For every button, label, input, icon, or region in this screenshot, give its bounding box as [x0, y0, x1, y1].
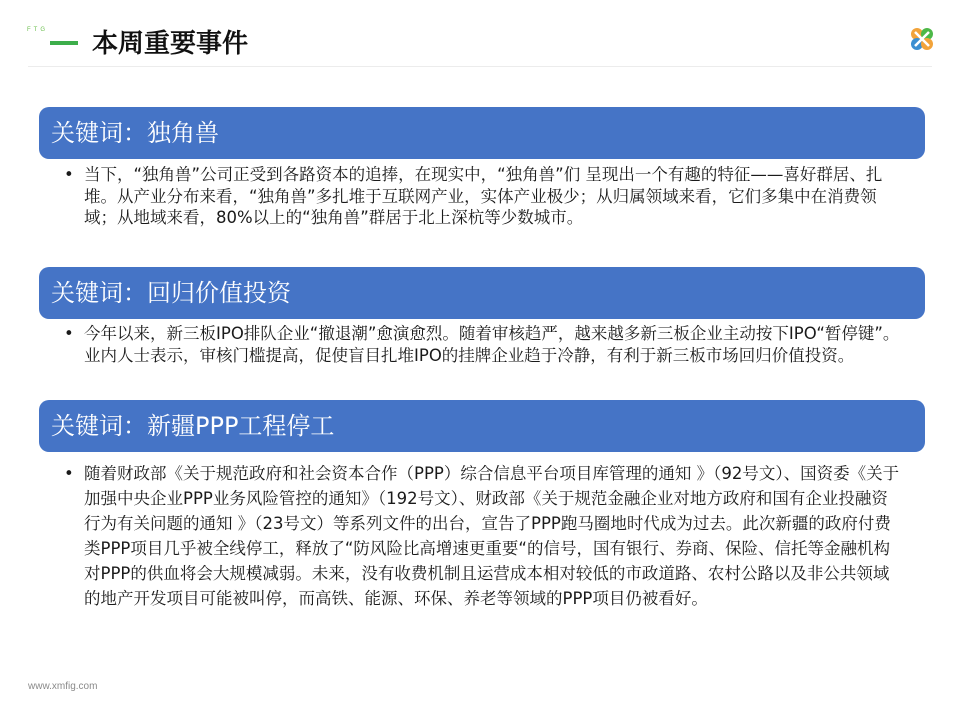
bullet-unicorn — [64, 164, 904, 229]
section-header-xinjiang-ppp: 关键词：新疆PPP工程停工 — [39, 400, 925, 452]
bullet-dot: • — [64, 165, 74, 184]
bullet-xinjiang-ppp — [64, 461, 904, 611]
section-header-unicorn: 关键词：独角兽 — [39, 107, 925, 159]
brand-tiny-text: FTG — [27, 27, 48, 33]
header-divider — [28, 66, 932, 67]
bullet-dot: • — [64, 464, 74, 483]
bullet-text: 今年以来，新三板IPO排队企业“撤退潮”愈演愈烈。随着审核趋严，越来越多新三板企业主动按下IPO“暂停键”。业内人士表示，审核门槛提高，促使盲目扎堆IPO的挂牌企业趋于冷静，有利于新三板市场回归价值投资。 — [84, 324, 900, 365]
bullet-text: 当下，“独角兽”公司正受到各路资本的追捧，在现实中，“独角兽”们 呈现出一个有趣的特征——喜好群居、扎堆。从产业分布来看，“独角兽”多扎堆于互联网产业，实体产业极少；从归属领域来看，它们多集中在消费领域；从地域来看，80%以上的“独角兽”群居于北上深杭等少数城市。 — [84, 165, 883, 227]
footer-url[interactable]: www.xmfig.com — [28, 681, 98, 692]
section-header-value-investing: 关键词：回归价值投资 — [39, 267, 925, 319]
title-accent-bar — [50, 41, 78, 45]
logo-icon — [909, 26, 935, 52]
bullet-text: 随着财政部《关于规范政府和社会资本合作（PPP）综合信息平台项目库管理的通知 》（92号文）、国资委《关于加强中央企业PPP业务风险管控的通知》（192号文）、财政部《关于规范金融企业对地方政府和国有企业投融资行为有关问题的通知 》（23号文）等系列文件的出台，宣告了PPP跑马圈地时代成为过去。此次新疆的政府付费类PPP项目几乎被全线停工，释放了“防风险比高增速更重要“的信号，国有银行、券商、保险、信托等金融机构对PPP的供血将会大规模减弱。未来，没有收费机制且运营成本相对较低的市政道路、农村公路以及非公共领域的地产开发项目可能被叫停，而高铁、能源、环保、养老等领域的PPP项目仍被看好。 — [84, 464, 900, 608]
bullet-value-investing — [64, 323, 904, 366]
bullet-dot: • — [64, 324, 74, 343]
page-title: 本周重要事件 — [92, 29, 249, 59]
